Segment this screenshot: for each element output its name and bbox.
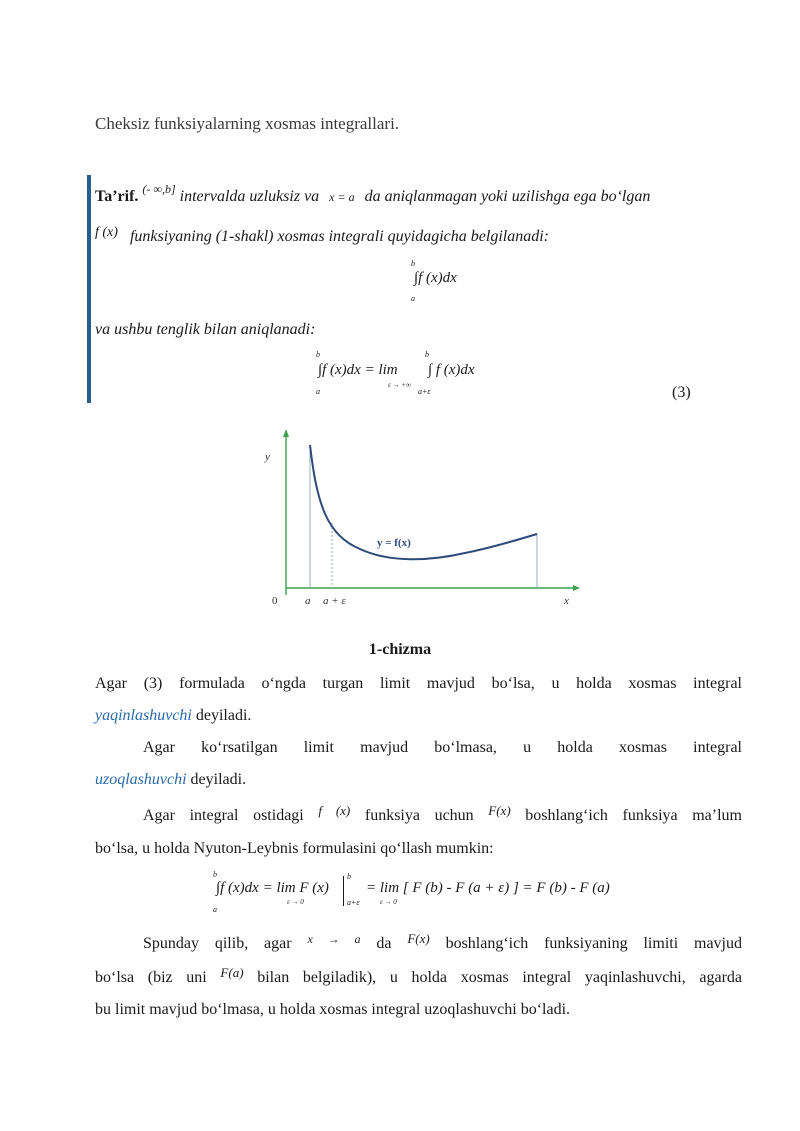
x-axis-arrow: [573, 585, 580, 591]
formula-lim2-sub: ε → 0: [380, 898, 397, 906]
formula-eval-bar: [343, 876, 344, 906]
para1-line1: Agar (3) formulada o‘ngda turgan limit mavjud bo‘lsa, u holda xosmas integral: [95, 675, 742, 692]
para4-text-5: bilan belgiladik), u holda xosmas integral yaqinlashuvchi, agarda: [257, 969, 743, 986]
figure-caption: 1-chizma: [368, 641, 432, 658]
integral2-lower: a: [316, 387, 320, 396]
integral1-lower: a: [411, 294, 415, 303]
para3-text-1: Agar integral ostidagi: [143, 807, 304, 824]
para2-line2: [95, 769, 742, 791]
para1-line2: [95, 705, 742, 727]
para1-tail: deyiladi.: [195, 707, 252, 724]
formula-left: ∫f (x)dx = lim F (x): [216, 880, 329, 896]
integral2-body-2: ∫ f (x)dx: [428, 362, 475, 378]
definition-label: Ta’rif.: [95, 188, 139, 205]
y-axis-label: y: [265, 451, 270, 463]
x-equals-a: x = a: [329, 190, 355, 204]
para3-Fx: F(x): [488, 803, 511, 818]
curve-label: y = f(x): [377, 537, 411, 549]
formula-upper: b: [213, 870, 217, 879]
para4-line1: [143, 933, 742, 955]
definition-text-2: funksiyaning (1-shakl) xosmas integrali quyidagicha belgilanadi:: [129, 228, 549, 245]
formula-lower: a: [213, 905, 217, 914]
definition-bar: [87, 175, 91, 403]
integral2-body: ∫f (x)dx = lim: [318, 362, 398, 378]
integral1-upper: b: [411, 259, 415, 268]
para4-line2: [95, 967, 742, 989]
term-divergent: uzoqlashuvchi: [95, 771, 187, 788]
definition-text-1-tail: da aniqlanmagan yoki uzilishga ega bo‘lgan: [364, 188, 651, 205]
para3-fx: f (x): [318, 803, 351, 818]
para3-line2: bo‘lsa, u holda Nyuton-Leybnis formulasini qo‘llash mumkin:: [95, 840, 494, 857]
formula-eval-lower: a+ε: [347, 898, 360, 907]
para4-Fa: F(a): [220, 965, 244, 980]
fx-symbol: f (x): [95, 225, 118, 240]
integral2-upper: b: [316, 350, 320, 359]
section-heading: Cheksiz funksiyalarning xosmas integrallari.: [95, 114, 400, 133]
para4-text-3: boshlang‘ich funksiyaning limiti mavjud: [445, 935, 742, 952]
x-axis-label: x: [564, 595, 569, 607]
integral2-lower-2: a+ε: [418, 387, 431, 396]
tick-a-eps-label: a + ε: [323, 595, 346, 607]
formula-eval-upper: b: [347, 872, 351, 881]
para4-x-to-a: x → a: [307, 932, 361, 946]
para3-text-2: funksiya uchun: [364, 807, 474, 824]
y-axis-arrow: [283, 429, 289, 437]
para4-line3: bu limit mavjud bo‘lmasa, u holda xosmas integral uzoqlashuvchi bo‘ladi.: [95, 1001, 571, 1018]
para4-text-4: bo‘lsa (biz uni: [95, 969, 207, 986]
formula-lim1-sub: ε → 0: [287, 898, 304, 906]
para3-line1: [143, 805, 742, 827]
para4-text-1: Spunday qilib, agar: [143, 935, 292, 952]
formula-mid: = lim [ F (b) - F (a + ε) ] = F (b) - F (a): [366, 880, 610, 896]
integral2-upper-2: b: [425, 350, 429, 359]
para2-line1: Agar ko‘rsatilgan limit mavjud bo‘lmasa, u holda xosmas integral: [143, 739, 742, 756]
para2-tail: deyiladi.: [190, 771, 247, 788]
figure-graph: [255, 425, 585, 610]
para3-text-3: boshlang‘ich funksiya ma’lum: [525, 807, 742, 824]
integral1-body: ∫f (x)dx: [414, 270, 457, 286]
origin-label: 0: [272, 595, 278, 607]
definition-line-3: va ushbu tenglik bilan aniqlanadi:: [95, 321, 316, 338]
curve-fx: [310, 445, 537, 559]
definition-text-1: intervalda uzluksiz va: [179, 188, 320, 205]
para4-text-2: da: [376, 935, 392, 952]
definition-line-1: [95, 182, 742, 208]
lim-subscript: ε → +∞: [388, 381, 411, 389]
interval-notation: (- ∞,b]: [142, 182, 176, 196]
para4-Fx: F(x): [407, 931, 430, 946]
equation-number: (3): [672, 384, 691, 401]
definition-line-2: [95, 226, 742, 249]
tick-a-label: a: [305, 595, 311, 607]
term-convergent: yaqinlashuvchi: [95, 707, 192, 724]
